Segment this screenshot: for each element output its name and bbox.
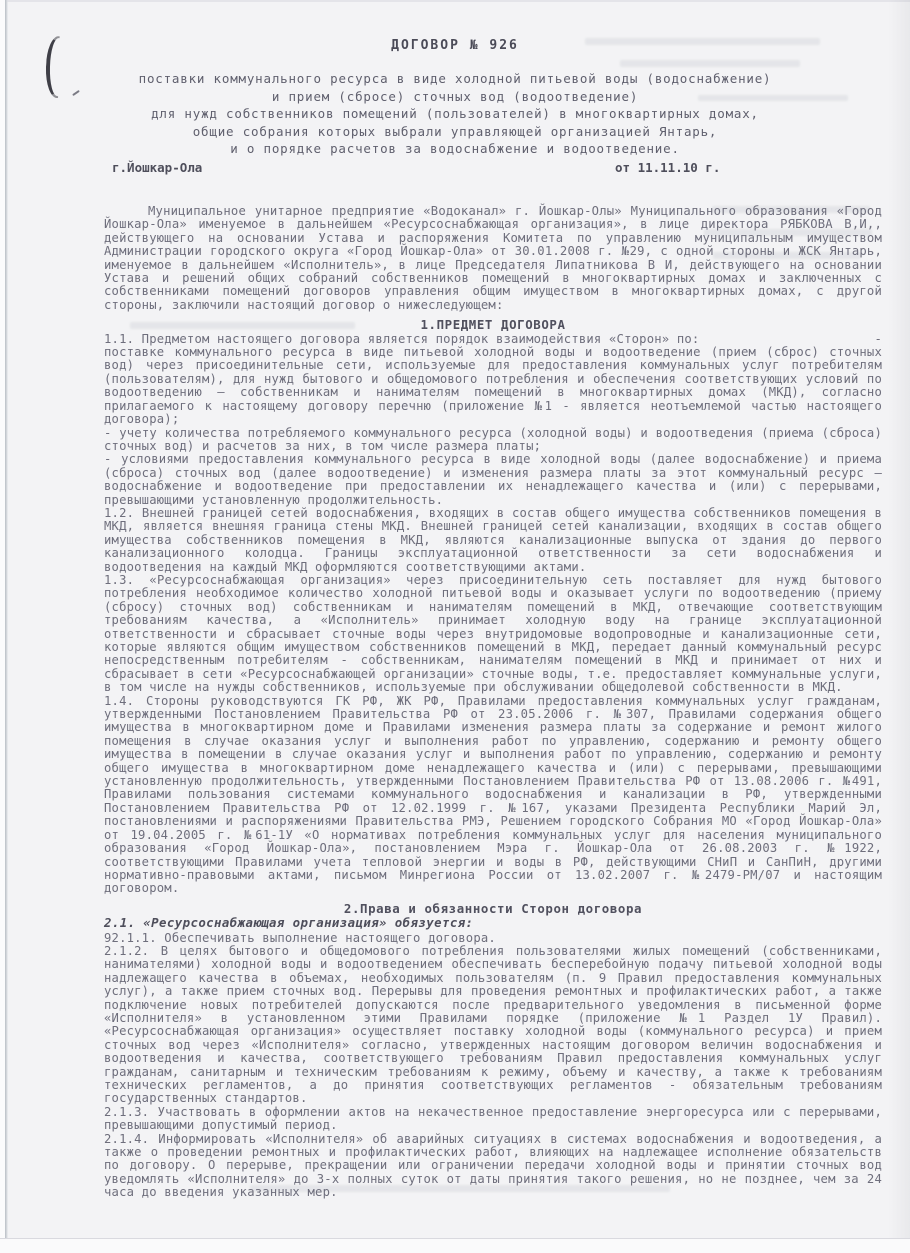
contract-paragraph: 1.3. «Ресурсоснабжающая организация» через присоединительную сеть поставляет для нужд бытового потребления необходимое количество холодной питьевой воды и оказывает услуги по водоотведению (приему (сбросу) сточных вод) собственникам и нанимателям помещений в МКД, отвечающие соответствующим требованиям качества, а «Исполнитель» принимает холодную воду на границе эксплуатационной ответственности и сбрасывает сточные воды через внутридомовые водопроводные и канализационные сети, которые являются общим имуществом собственников помещений в МКД, передает данный коммунальный ресурс непосредственным потребителям - собственникам, нанимателям помещений в МКД и принимает от них и сбрасывает в сети «Ресурсоснабжающей организации» сточные воды, т.е. предоставляет коммунальные услуги, в том числе на нужды собственников, используемые при обслуживании общедолевой собственности в МКД. [104,572,882,695]
subtitle-line: и прием (сбросе) сточных вод (водоотведение) [271,88,639,104]
subtitle-line: для нужд собственников помещений (пользователей) в многоквартирных домах, [151,106,759,121]
contract-title: ДОГОВОР № 926 [391,38,519,53]
clause-1-1-lead: 1.1. Предметом настоящего договора является порядок взаимодействия «Сторон» по: [104,331,700,346]
contract-paragraph: 2.1.4. Информировать «Исполнителя» об аварийных ситуациях в системах водоснабжения и водоотведения, а также о проведении ремонтных и профилактических работ, влияющих на надлежащее исполнение обязательств по договору. О перерыве, прекращении или ограничении передачи холодной воды и принятии сточных вод уведомлять «Исполнителя» до 3-х полных суток от даты принятия такого решения, но не позднее, чем за 24 часа до введения указанных мер. [104,1131,882,1200]
contract-paragraph: 1.2. Внешней границей сетей водоснабжения, входящих в состав общего имущества собственников помещения в МКД, является внешняя граница стены МКД. Внешней границей сетей канализации, входящих в состав общего имущества собственников помещения в МКД, являются канализационные выпуска от здания до первого канализационного колодца. Границы эксплуатационной ответственности за сети водоснабжения и водоотведения на каждый МКД оформляются соответствующими актами. [104,505,882,574]
contract-paragraph: 1.4. Стороны руководствуются ГК РФ, ЖК РФ, Правилами предоставления коммунальных услуг гражданам, утвержденными Постановлением Правительства РФ от 23.05.2006 г. №307, Правилами содержания общего имущества в многоквартирном доме и Правилами изменения размера платы за содержание и ремонт жилого помещения в случае оказания услуг и выполнения работ по управлению, содержанию и ремонту общего имущества в помещении в случае оказания услуг и выполнения работ по управлению, содержанию и ремонту общего имущества в многоквартирном доме ненадлежащего качества и (или) с перерывами, превышающими установленную продолжительность, утвержденными Постановлением Правительства РФ от 13.08.2006 г. №491, Правилами пользования системами коммунального водоснабжения и канализации в РФ, утвержденными Постановлением Правительства РФ от 12.02.1999 г. №167, указами Президента Республики Марий Эл, постановлениями и распоряжениями Правительства РМЭ, Решением городского Собрания МО «Город Йошкар-Ола» от 19.04.2005 г. №61-1У «О нормативах потребления коммунальных услуг для населения муниципального образования «Город Йошкар-Ола», постановлением Мэра г. Йошкар-Ола от 26.08.2003 г. №1922, соответствующими Правилами учета тепловой энергии и воды в РФ, действующими СНиП и СанПиН, другими нормативно-правовыми актами, письмом Минрегиона России от 13.02.2007 г. №2479-РМ/07 и настоящим договором. [104,693,882,896]
contract-body [104,205,882,1200]
section-1-heading: 1.ПРЕДМЕТ ДОГОВОРА [420,317,566,333]
clause-1-1-trailing-dash: - [874,331,882,346]
scan-edge-left-shadow [5,0,8,1253]
contract-paragraph: 2.1.3. Участвовать в оформлении актов на некачественное предоставление энергоресурса или с перерывами, превышающими допустимый период. [104,1104,882,1133]
contract-paragraph: - учету количества потребляемого коммунального ресурса (холодной воды) и водоотведения (приема (сброса) сточных вод) и расчетов за них, в том числе размера платы; [104,425,882,453]
contract-paragraph: поставке коммунального ресурса в виде питьевой холодной воды и водоотведение (прием (сброс) сточных вод) через присоединительные сети, используемые для предоставления коммунальных услуг потребителям (пользователям), для нужд бытового и общедомового потребления и обеспечения соответствующих условий по водоотведению — собственникам и нанимателям помещений в многоквартирных домах (МКД), согласно прилагаемого к настоящему договору перечню (приложение №1 - является неотъемлемой частью настоящего договора); [104,345,882,427]
contract-date: от 11.11.10 г. [615,160,721,175]
place-date-row [104,160,880,175]
clause-1-1-lead-line [104,333,882,346]
subtitle-line: общие собрания которых выбрали управляющей организацией Янтарь, [192,123,718,139]
contract-paragraph: 92.1.1. Обеспечивать выполнение настоящего договора. [104,930,496,945]
contract-paragraph: 2.1.2. В целях бытового и общедомового потребления пользователями жилых помещений (собственниками, нанимателями) холодной воды и водоотведением обеспечивать бесперебойную подачу питьевой холодной воды надлежащего качества в объемах, необходимых пользователям (п. 9 Правил предоставления коммунальных услуг), а также прием сточных вод. Перерывы для проведения ремонтных и профилактических работ, а также подключение новых потребителей допускаются после предварительного уведомления в письменной форме «Исполнителя» в установленном этими Правилами порядке (приложение №1 Раздел 1У Правил). «Ресурсоснабжающая организация» осуществляет поставку холодной воды (коммунального ресурса) и прием сточных вод через «Исполнителя» согласно, утвержденных настоящим договором величин водоснабжения и водоотведения и качества, соответствующего требованиям Правил предоставления коммунальных услуг гражданам, санитарным и техническим требованиям к режиму, объему и качеству, а также к требованиям технических регламентов, а до принятия соответствующих регламентов - обязательным требованиям государственных стандартов. [104,943,882,1106]
scan-edge-top [0,0,910,2]
contract-paragraph: - условиями предоставления коммунального ресурса в виде холодной воды (далее водоснабжение) и приема (сброса) сточных вод (далее водоотведение) и изменения размера платы за этот коммунальный ресурс — водоснабжение и водоотведение при предоставлении их ненадлежащего качества и (или) с перерывами, превышающими установленную продолжительность. [104,452,882,507]
preamble-paragraph: Муниципальное унитарное предприятие «Водоканал» г. Йошкар-Олы» Муниципального образования «Город Йошкар-Ола» именуемое в дальнейшем «Ресурсоснабжающая организация», в лице директора РЯБКОВА В,И,, действующего на основании Устава и распоряжения Комитета по управлению муниципальным имуществом Администрации городского округа «Город Йошкар-Ола» от 30.01.2008 г. №29, с одной стороны и ЖСК Янтарь, именуемое в дальнейшем «Исполнитель», в лице Председателя Липатникова В И, действующего на основании Устава и решений общих собраний собственников помещений в многоквартирных домах и заключенных с собственниками помещений договоров управления общим имуществом в многоквартирных домах, с другой стороны, заключили настоящий договор о нижеследующем: [104,204,882,312]
contract-subtitle [0,70,910,158]
clause-2-1-subheading: 2.1. «Ресурсоснабжающая организация» обязуется: [104,915,474,931]
scan-edge-right [888,0,910,1253]
contract-place: г.Йошкар-Ола [112,160,203,175]
title-block [0,38,910,158]
section-2-heading: 2.Права и обязанности Сторон договора [343,900,643,916]
scan-edge-bottom [0,1238,910,1253]
subtitle-line: и о порядке расчетов за водоснабжение и водоотведение. [230,141,680,156]
subtitle-line: поставки коммунального ресурса в виде холодной питьевой воды (водоснабжение) [138,71,772,86]
